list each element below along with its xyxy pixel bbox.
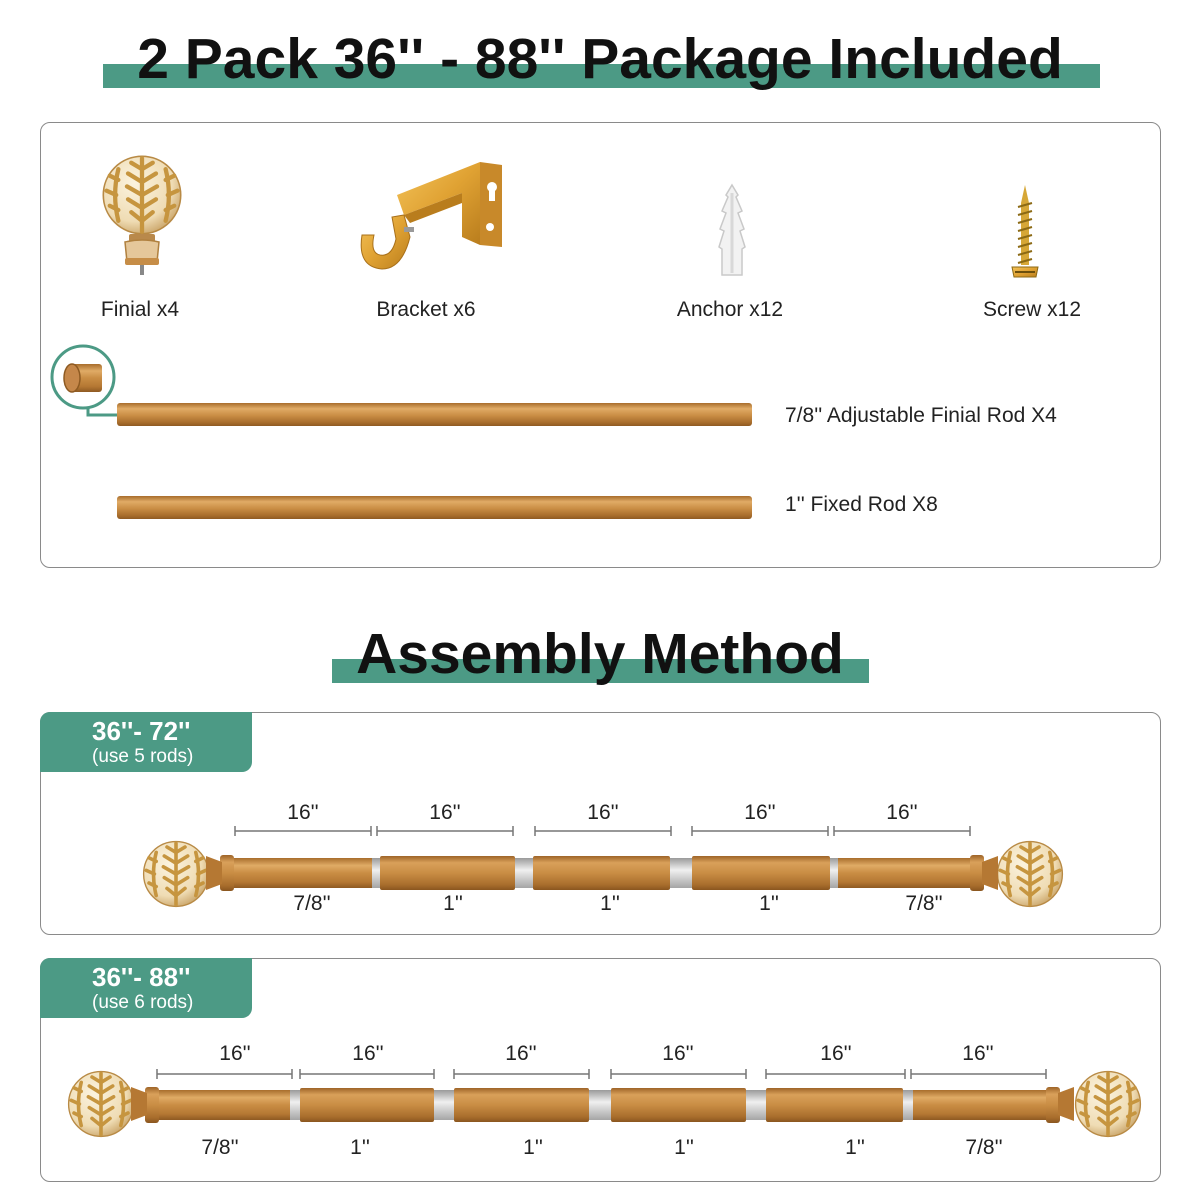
diameter-label: 1'' (759, 892, 779, 915)
length-label: 16'' (429, 801, 461, 824)
diameter-label: 7/8'' (293, 892, 331, 915)
length-label: 16'' (352, 1042, 384, 1065)
length-label: 16'' (662, 1042, 694, 1065)
range-title-88: 36''- 88'' (92, 962, 191, 992)
diameter-label: 1'' (350, 1136, 370, 1159)
fixed-rod-label: 1'' Fixed Rod X8 (785, 493, 938, 516)
finial-connector (1058, 1083, 1074, 1125)
adjustable-finial-rod-label: 7/8'' Adjustable Finial Rod X4 (785, 404, 1057, 427)
range-note-72: (use 5 rods) (92, 746, 194, 767)
range-title-72: 36''- 72'' (92, 716, 191, 746)
diameter-label: 1'' (674, 1136, 694, 1159)
diameter-label: 1'' (523, 1136, 543, 1159)
length-label: 16'' (744, 801, 776, 824)
screw-label: Screw x12 (982, 298, 1082, 321)
diameter-label: 1'' (600, 892, 620, 915)
length-label: 16'' (886, 801, 918, 824)
diameter-label: 7/8'' (965, 1136, 1003, 1159)
finial-icon (65, 1068, 137, 1140)
anchor-label: Anchor x12 (676, 298, 784, 321)
length-label: 16'' (505, 1042, 537, 1065)
length-label: 16'' (287, 801, 319, 824)
length-label: 16'' (587, 801, 619, 824)
length-label: 16'' (962, 1042, 994, 1065)
length-label: 16'' (219, 1042, 251, 1065)
diameter-label: 1'' (845, 1136, 865, 1159)
assembly-title: Assembly Method (356, 622, 844, 686)
range-note-88: (use 6 rods) (92, 992, 194, 1013)
diameter-label: 7/8'' (905, 892, 943, 915)
page-title: 2 Pack 36'' - 88'' Package Included (137, 27, 1063, 91)
diameter-label: 7/8'' (201, 1136, 239, 1159)
diameter-label: 1'' (443, 892, 463, 915)
length-label: 16'' (820, 1042, 852, 1065)
finial-icon (1072, 1068, 1144, 1140)
finial-label: Finial x4 (100, 298, 180, 321)
finial-connector (131, 1083, 147, 1125)
bracket-label: Bracket x6 (376, 298, 476, 321)
